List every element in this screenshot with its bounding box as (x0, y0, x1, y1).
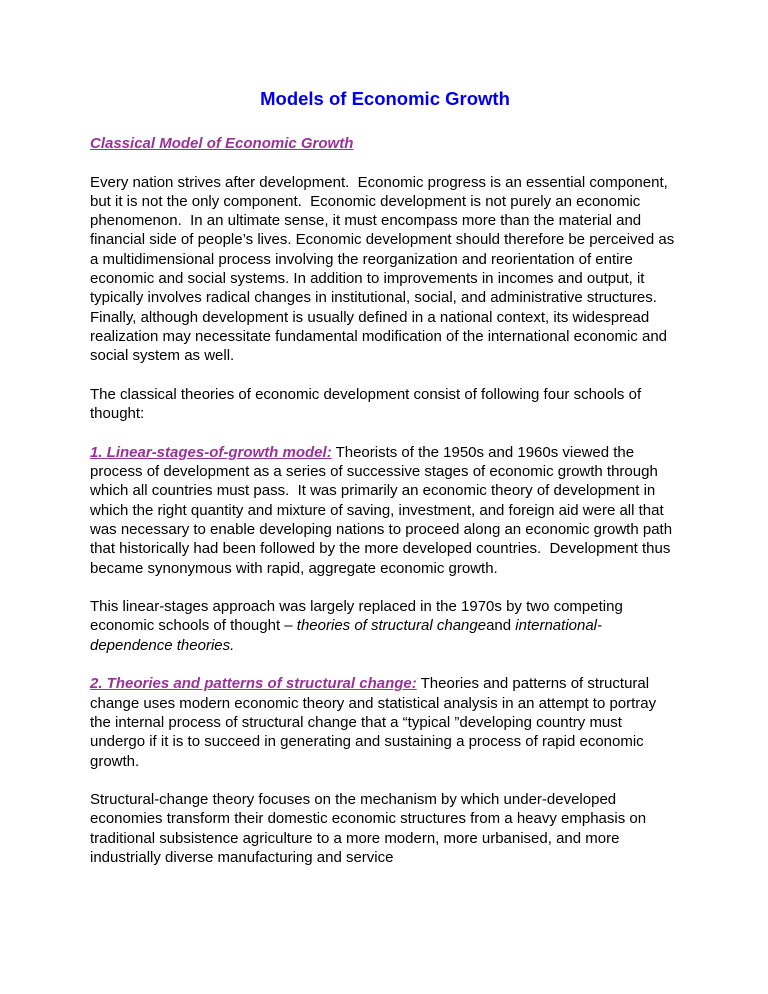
page-title: Models of Economic Growth (260, 88, 510, 109)
paragraph-schools-of-thought (90, 385, 680, 424)
paragraph-structural-theory-text: Structural-change theory focuses on the mechanism by which under-developed economies transform their domestic economic structures from a heavy emphasis on traditional subsistence agriculture to a more modern, more urbanised, and more industrially diverse manufacturing and service (90, 791, 651, 866)
paragraph-structural-change-theory (90, 790, 680, 867)
italic-theories-of-structural-change: theories of structural change (296, 617, 487, 635)
paragraph-linear-stages-text: Theorists of the 1950s and 1960s viewed the process of development as a series of successive stages of economic growth through which all countries must pass. It was primarily an economic theory of development in which the right quantity and mixture of saving, investment, and foreign aid were all that was necessary to enable developing nations to proceed along an economic growth path that historically had been followed by the more developed countries. Development thus became synonymous with rapid, aggregate economic growth. (90, 443, 677, 577)
inline-heading-structural-change: 2. Theories and patterns of structural change: (90, 675, 417, 693)
paragraph-replaced-start: This linear-stages approach was largely replaced in the 1970s by two competing economic schools of thought – (90, 598, 627, 635)
section-heading-classical-model: Classical Model of Economic Growth (90, 135, 354, 152)
paragraph-structural-change-patterns (90, 674, 680, 770)
paragraph-replaced-1970s (90, 597, 680, 655)
paragraph-linear-stages-model (90, 443, 680, 578)
paragraph-intro-text: Every nation strives after development. Economic progress is an essential component, but it is not the only component. Economic development is not purely an economic phenomenon. In an ultimate sense, it must encompass more than the material and financial side of people’s lives. Economic development should therefore be perceived as a multidimensional process involving the reorganization and reorientation of entire economic and social systems. In addition to improvements in incomes and output, it typically involves radical changes in institutional, social, and administrative structures. Finally, although development is usually defined in a national context, its widespread realization may necessitate fundamental modification of the international economic and social system as well. (90, 173, 679, 365)
paragraph-intro (90, 173, 680, 366)
inline-heading-linear-stages: 1. Linear-stages-of-growth model: (90, 443, 332, 461)
paragraph-replaced-mid: and (486, 617, 516, 635)
paragraph-schools-text: The classical theories of economic development consist of following four schools of thought: (90, 385, 646, 423)
paragraph-structural-change-text: Theories and patterns of structural change uses modern economic theory and statistical analysis in an attempt to portray the internal process of structural change that a “typical ”developing country must undergo if it is to succeed in generating and sustaining a process of rapid economic growth. (90, 675, 661, 770)
italic-international-dependence-theories: international-dependence theories. (90, 617, 602, 654)
